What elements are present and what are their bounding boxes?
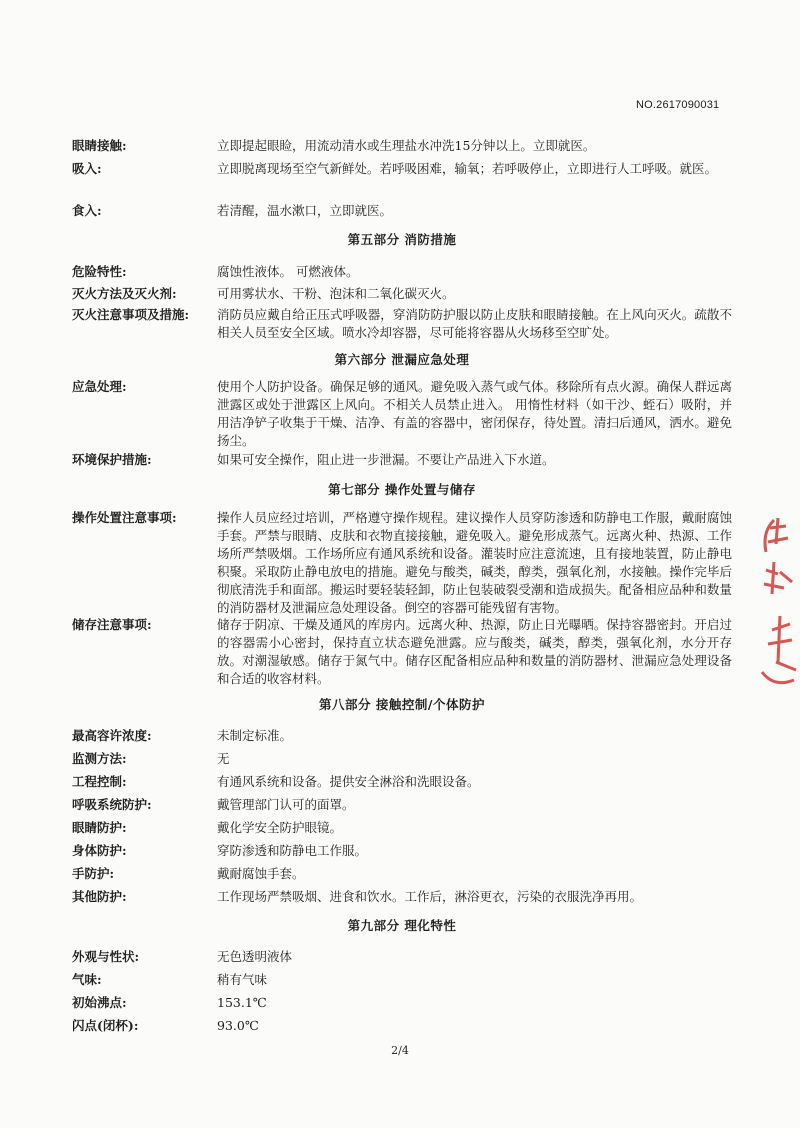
row-label: 工程控制: <box>72 774 127 789</box>
row-value: 操作人员应经过培训，严格遵守操作规程。建议操作人员穿防渗透和防静电工作服，戴耐腐蚀手套。严禁与眼睛、皮肤和衣物直接接触，避免吸入。避免形成蒸气。远离火种、热源、工作场所严禁吸烟。工作场所应有通风系统和设备。灌装时应注意流速，且有接地装置，防止静电积聚。采取防止静电放电的措施。避免与酸类，碱类，醇类，强氧化剂，水接触。操作完毕后彻底清洗手和面部。搬运时要轻装轻卸，防止包装破裂受潮和造成损失。配备相应品种和数量的消防器材及泄漏应急处理设备。倒空的容器可能残留有害物。 <box>217 510 732 615</box>
row-label: 眼睛防护: <box>72 820 127 835</box>
row-value: 未制定标准。 <box>217 728 293 743</box>
row-label: 监测方法: <box>72 751 127 766</box>
row-value: 戴管理部门认可的面罩。 <box>217 797 355 812</box>
row-label: 眼睛接触: <box>72 138 127 153</box>
section-6-title: 第六部分 泄漏应急处理 <box>334 352 470 367</box>
row-value: 可用雾状水、干粉、泡沫和二氧化碳灭火。 <box>217 286 455 301</box>
row-value: 戴化学安全防护眼镜。 <box>217 820 343 835</box>
row-label: 气味: <box>72 972 102 987</box>
section-5-title: 第五部分 消防措施 <box>347 232 457 247</box>
row-label: 身体防护: <box>72 843 127 858</box>
row-label: 呼吸系统防护: <box>72 797 152 812</box>
row-value: 无 <box>217 751 230 766</box>
row-value: 穿防渗透和防静电工作服。 <box>217 843 368 858</box>
row-label: 其他防护: <box>72 889 127 904</box>
page-number: 2/4 <box>391 1044 409 1057</box>
section-8-title: 第八部分 接触控制/个体防护 <box>319 697 485 712</box>
section-7-title: 第七部分 操作处置与储存 <box>328 482 476 497</box>
row-label: 环境保护措施: <box>72 452 152 467</box>
row-value: 立即提起眼睑，用流动清水或生理盐水冲洗15分钟以上。立即就医。 <box>217 138 596 153</box>
row-value: 若清醒，温水漱口，立即就医。 <box>217 203 393 218</box>
row-label: 储存注意事项: <box>72 617 152 632</box>
row-value: 储存于阴凉、干燥及通风的库房内。远离火种、热源，防止日光曝晒。保持容器密封。开启过的容器需小心密封，保持直立状态避免泄露。应与酸类，碱类，醇类，强氧化剂，水分开存放。对潮湿敏感。储存于氮气中。储存区配备相应品种和数量的消防器材、泄漏应急处理设备和合适的收容材料。 <box>217 617 732 686</box>
seal-stamp-icon <box>752 512 800 692</box>
row-value: 立即脱离现场至空气新鲜处。若呼吸困难，输氧；若呼吸停止，立即进行人工呼吸。就医。 <box>217 161 718 176</box>
row-label: 外观与性状: <box>72 949 140 964</box>
row-label: 最高容许浓度: <box>72 728 152 743</box>
row-label: 灭火方法及灭火剂: <box>72 286 177 301</box>
row-value: 工作现场严禁吸烟、进食和饮水。工作后，淋浴更衣，污染的衣服洗净再用。 <box>217 889 643 904</box>
row-label: 危险特性: <box>72 264 127 279</box>
row-value: 无色透明液体 <box>217 949 293 964</box>
row-label: 初始沸点: <box>72 995 127 1010</box>
row-value: 153.1℃ <box>217 995 267 1010</box>
row-label: 灭火注意事项及措施: <box>72 307 190 322</box>
row-label: 食入: <box>72 203 102 218</box>
row-label: 应急处理: <box>72 379 127 394</box>
row-label: 闪点(闭杯): <box>72 1018 139 1033</box>
document-number: NO.2617090031 <box>636 99 720 111</box>
row-value: 戴耐腐蚀手套。 <box>217 866 305 881</box>
row-value: 消防员应戴自给正压式呼吸器，穿消防防护服以防止皮肤和眼睛接触。在上风向灭火。疏散不相关人员至安全区域。喷水冷却容器，尽可能将容器从火场移至空旷处。 <box>217 307 732 340</box>
row-value: 腐蚀性液体。 可燃液体。 <box>217 264 359 279</box>
row-value: 使用个人防护设备。确保足够的通风。避免吸入蒸气或气体。移除所有点火源。确保人群远离泄露区或处于泄露区上风向。不相关人员禁止进入。 用惰性材料（如干沙、蛭石）吸附，并用洁净铲子收集于干燥、洁净、有盖的容器中，密闭保存，待处置。清扫后通风，洒水。避免扬尘。 <box>217 379 732 448</box>
row-label: 吸入: <box>72 161 102 176</box>
row-label: 手防护: <box>72 866 115 881</box>
row-value: 93.0℃ <box>217 1018 259 1033</box>
row-value: 有通风系统和设备。提供安全淋浴和洗眼设备。 <box>217 774 480 789</box>
row-value: 稍有气味 <box>217 972 268 987</box>
row-label: 操作处置注意事项: <box>72 510 177 525</box>
row-value: 如果可安全操作，阻止进一步泄漏。不要让产品进入下水道。 <box>217 452 555 467</box>
section-9-title: 第九部分 理化特性 <box>347 918 457 933</box>
